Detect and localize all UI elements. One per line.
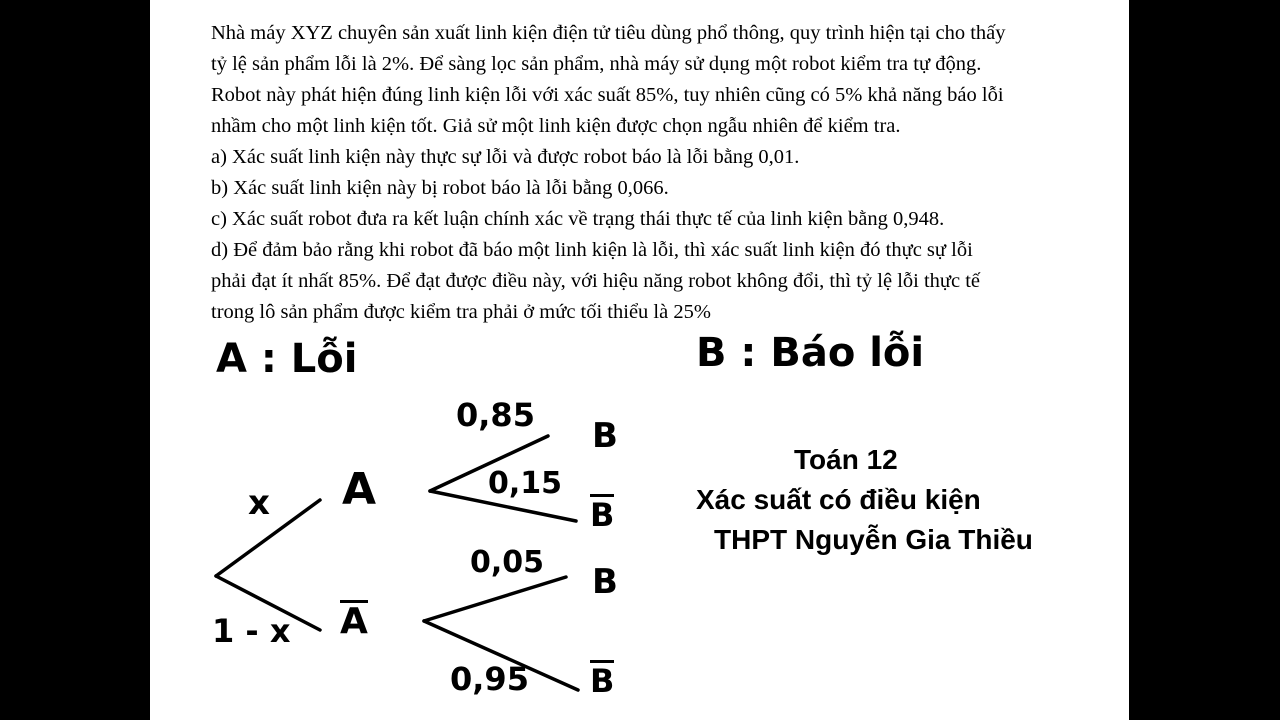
document-page	[150, 0, 1129, 720]
note-event-b: B : Báo lỗi	[696, 330, 925, 376]
prob-nota-not-b: 0,95	[450, 660, 529, 698]
probability-tree	[150, 0, 1129, 720]
prob-root-a: x	[248, 483, 270, 523]
credit-subject: Toán 12	[794, 444, 898, 475]
node-a: A	[342, 464, 377, 515]
intro-line: Robot này phát hiện đúng linh kiện lỗi với xác suất 85%, tuy nhiên cũng có 5% khả năng báo lỗi	[211, 84, 1004, 106]
intro-line: nhầm cho một linh kiện tốt. Giả sử một linh kiện được chọn ngẫu nhiên để kiểm tra.	[211, 115, 901, 137]
prob-nota-b: 0,05	[470, 545, 545, 580]
branch-nota-b	[424, 577, 566, 621]
note-event-a: A : Lỗi	[216, 336, 358, 382]
statement-c: c) Xác suất robot đưa ra kết luận chính xác về trạng thái thực tế của linh kiện bằng 0,948.	[211, 208, 945, 230]
statement-d-line: d) Để đảm bảo rằng khi robot đã báo một linh kiện là lỗi, thì xác suất linh kiện đó thực sự lỗi	[211, 239, 973, 261]
credit-school: THPT Nguyễn Gia Thiều	[714, 524, 1033, 555]
statement-b: b) Xác suất linh kiện này bị robot báo là lỗi bằng 0,066.	[211, 177, 669, 199]
leaf-b: B	[592, 416, 618, 456]
leaf-b: B	[592, 562, 618, 602]
leaf-not-b: B	[590, 662, 615, 700]
prob-a-b: 0,85	[456, 396, 535, 434]
node-not-a: A	[340, 601, 368, 642]
intro-line: Nhà máy XYZ chuyên sản xuất linh kiện điện tử tiêu dùng phổ thông, quy trình hiện tại cho thấy	[211, 22, 1006, 44]
statement-d-line: phải đạt ít nhất 85%. Để đạt được điều này, với hiệu năng robot không đổi, thì tỷ lệ lỗi thực tế	[211, 270, 981, 292]
prob-root-not-a: 1 - x	[212, 612, 291, 650]
credit-topic: Xác suất có điều kiện	[696, 484, 981, 515]
statement-d-line: trong lô sản phẩm được kiểm tra phải ở mức tối thiểu là 25%	[211, 301, 711, 323]
leaf-not-b: B	[590, 496, 615, 534]
intro-line: tỷ lệ sản phẩm lỗi là 2%. Để sàng lọc sản phẩm, nhà máy sử dụng một robot kiểm tra tự động.	[211, 53, 982, 75]
prob-a-not-b: 0,15	[488, 466, 563, 501]
statement-a: a) Xác suất linh kiện này thực sự lỗi và được robot báo là lỗi bằng 0,01.	[211, 146, 800, 168]
